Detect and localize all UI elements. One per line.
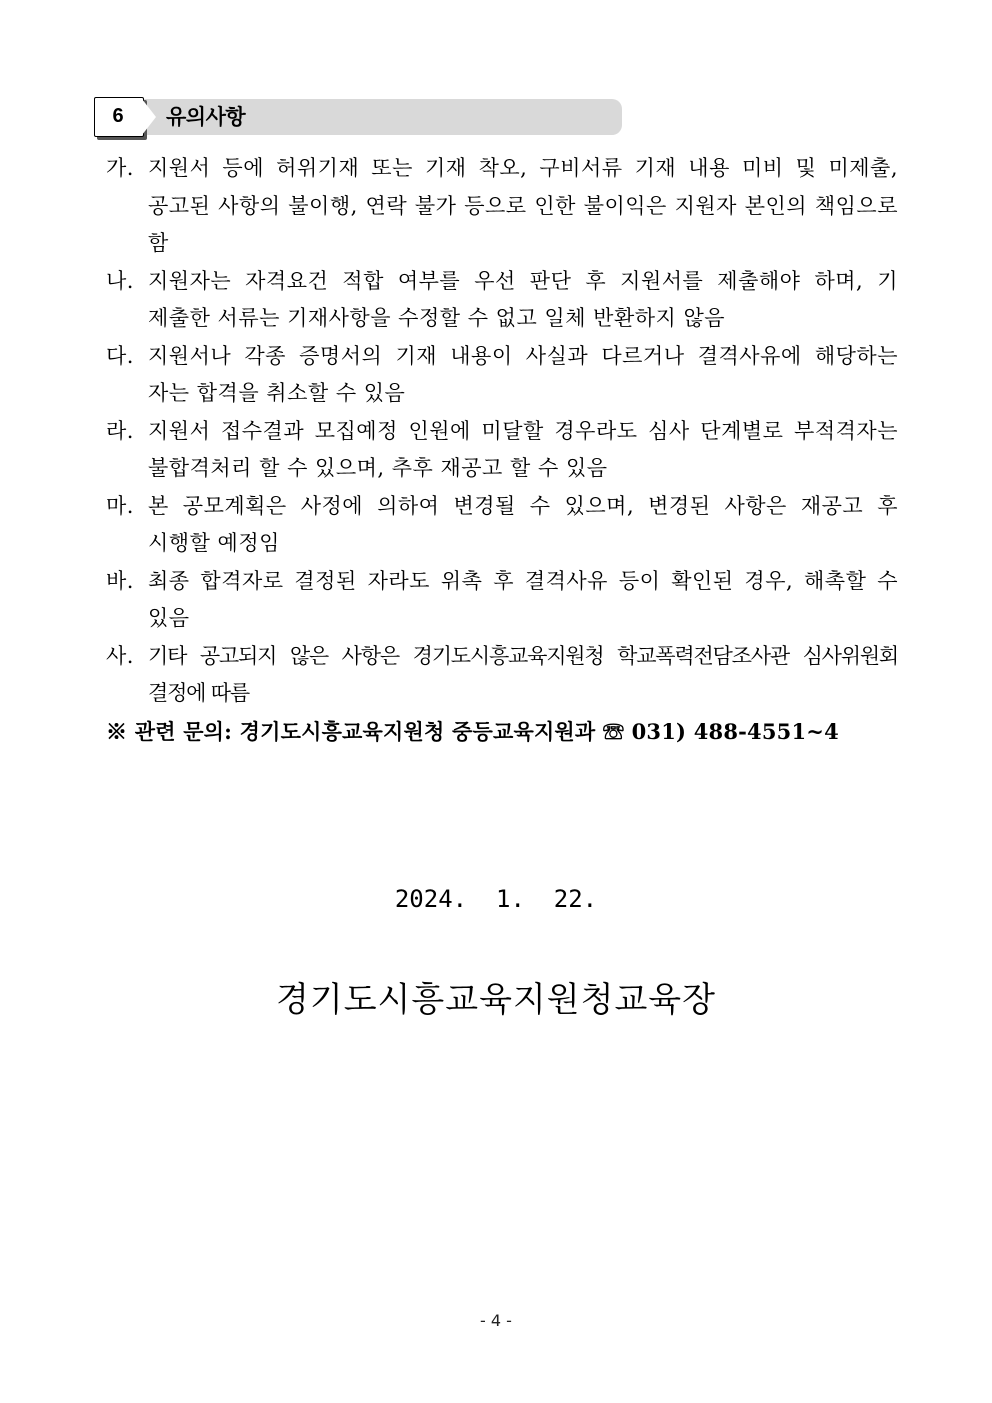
notice-marker: 라. — [106, 418, 134, 443]
notice-item — [106, 413, 898, 488]
notice-item — [106, 488, 898, 563]
notice-text: 기타 공고되지 않은 사항은 경기도시흥교육지원청 학교폭력전담조사관 심사위원회 결정에 따름 — [148, 643, 898, 705]
notice-marker: 다. — [106, 343, 134, 368]
notice-text: 지원서 접수결과 모집예정 인원에 미달할 경우라도 심사 단계별로 부적격자는 불합격처리 할 수 있으며, 추후 재공고 할 수 있음 — [148, 418, 898, 480]
notice-text: 지원서 등에 허위기재 또는 기재 착오, 구비서류 기재 내용 미비 및 미제출, 공고된 사항의 불이행, 연락 불가 등으로 인한 불이익은 지원자 본인의 책임으로 함 — [148, 156, 898, 255]
notice-marker: 가. — [106, 156, 134, 180]
notice-text: 지원자는 자격요건 적합 여부를 우선 판단 후 지원서를 제출해야 하며, 기 제출한 서류는 기재사항을 수정할 수 없고 일체 반환하지 않음 — [148, 268, 898, 330]
section-header — [94, 97, 622, 137]
notice-item — [106, 338, 898, 413]
notice-marker: 마. — [106, 493, 134, 518]
notice-list — [106, 150, 898, 750]
issuer-name: 경기도시흥교육지원청교육장 — [276, 980, 716, 1020]
notice-item — [106, 638, 898, 713]
section-title: 유의사항 — [166, 105, 246, 129]
notice-marker: 나. — [106, 268, 134, 293]
contact-info: ※ 관련 문의: 경기도시흥교육지원청 중등교육지원과 ☏ 031) 488-4551~4 — [106, 718, 839, 744]
notice-marker: 사. — [106, 643, 134, 668]
notice-text: 최종 합격자로 결정된 자라도 위촉 후 결격사유 등이 확인된 경우, 해촉할 수 있음 — [148, 568, 898, 630]
page-number: - 4 - — [480, 1311, 512, 1330]
notice-marker: 바. — [106, 568, 134, 593]
section-arrow-icon — [142, 99, 156, 135]
issue-date: 2024. 1. 22. — [394, 885, 598, 913]
section-number: 6 — [112, 105, 124, 127]
notice-item — [106, 263, 898, 338]
notice-item — [106, 563, 898, 638]
notice-text: 본 공모계획은 사정에 의하여 변경될 수 있으며, 변경된 사항은 재공고 후 시행할 예정임 — [148, 493, 898, 555]
notice-text: 지원서나 각종 증명서의 기재 내용이 사실과 다르거나 결격사유에 해당하는 자는 합격을 취소할 수 있음 — [148, 343, 898, 405]
notice-item — [106, 150, 898, 263]
